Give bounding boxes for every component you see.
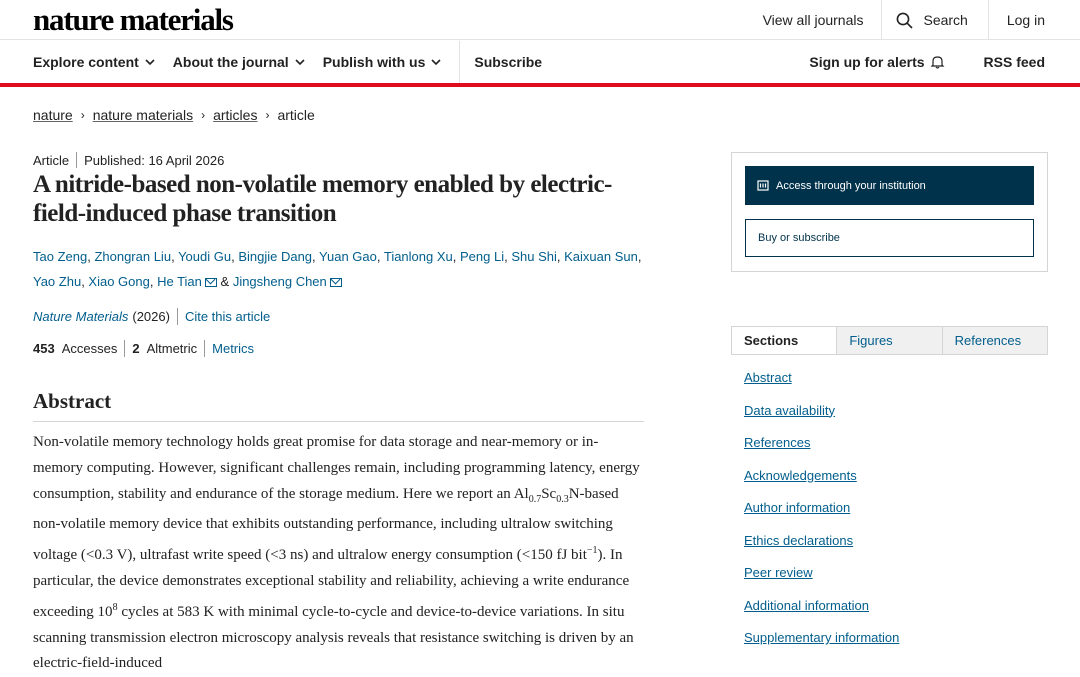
breadcrumb [33, 107, 315, 123]
search-button[interactable] [881, 0, 987, 40]
chevron-right-icon: › [201, 108, 206, 122]
list-item [744, 403, 899, 436]
mail-icon[interactable] [205, 278, 217, 287]
formula-element: Sc [541, 485, 557, 502]
abstract-heading: Abstract [33, 389, 112, 413]
nav-subscribe[interactable]: Subscribe [474, 54, 543, 70]
cite-article-link[interactable]: Cite this article [184, 309, 271, 324]
nav-about-label: About the journal [172, 54, 289, 70]
search-label: Search [923, 12, 968, 28]
accesses-label: Accesses [61, 341, 118, 356]
abstract-part: cycles at 583 K with minimal cycle-to-cycle and device-to-device variations. In situ scanning transmission electron microscopy analysis reveals that resistance switching is driven by an electric-field-induced [33, 603, 634, 672]
abstract-part: N-based non-volatile memory device that exhibits outstanding performance, including ultralow switching voltage (<0.3 V), ultrafast write speed (<3 ns) and ultralow energy consumption (<150 fJ bit [33, 485, 619, 564]
breadcrumb-current: article [277, 107, 315, 123]
top-links [745, 0, 1080, 40]
journal-link[interactable]: Nature Materials [33, 309, 129, 324]
author-link[interactable]: Yuan Gao [319, 249, 377, 264]
access-box [731, 152, 1048, 272]
author-link[interactable]: Jingsheng Chen [232, 274, 327, 289]
article-type: Article [33, 152, 70, 168]
top-bar [0, 0, 1080, 40]
institution-icon [757, 180, 769, 191]
section-link-supplementary-information[interactable]: Supplementary information [744, 630, 900, 645]
breadcrumb-articles[interactable]: articles [213, 107, 258, 123]
nav-divider [459, 41, 460, 83]
journal-logo[interactable]: nature materials [33, 2, 233, 37]
chevron-down-icon [295, 59, 305, 65]
chevron-down-icon [145, 59, 155, 65]
tab-references[interactable]: References [942, 327, 1047, 354]
divider [177, 308, 178, 325]
rss-feed-link[interactable]: RSS feed [983, 54, 1045, 70]
list-item [744, 565, 899, 598]
divider [124, 340, 125, 357]
author-link[interactable]: Tao Zeng [33, 249, 88, 264]
search-icon [896, 12, 913, 29]
altmetric-label: Altmetric [146, 341, 198, 356]
article-year: (2026) [132, 309, 170, 324]
chevron-right-icon: › [265, 108, 270, 122]
access-institution-label: Access through your institution [776, 179, 926, 192]
sidebar-tabs [731, 326, 1048, 355]
view-all-journals-link[interactable]: View all journals [762, 12, 864, 28]
author-list: Tao Zeng, Zhongran Liu, Youdi Gu, Bingjie Dang, Yuan Gao, Tianlong Xu, Peng Li, Shu Shi, Kaixuan Sun, Yao Zhu, Xiao Gong, He Tian & Jingsheng Chen [33, 249, 642, 289]
section-link-ethics[interactable]: Ethics declarations [744, 532, 854, 548]
altmetric-count: 2 [132, 341, 140, 356]
author-link[interactable]: Youdi Gu [178, 249, 232, 264]
abstract-part: Non-volatile memory technology holds great promise for data storage and near-memory or in-memory computing. However, significant challenges remain, including programming latency, energy consumption, stability and endurance of the storage medium. Here we report an [33, 434, 640, 502]
chevron-down-icon [431, 59, 441, 65]
login-link[interactable]: Log in [988, 0, 1080, 40]
buy-subscribe-button[interactable]: Buy or subscribe [745, 219, 1034, 257]
accesses-count: 453 [33, 341, 55, 356]
list-item [744, 500, 899, 533]
published-date: Published: 16 April 2026 [84, 152, 225, 168]
abstract-text [33, 430, 648, 677]
author-link[interactable]: Zhongran Liu [94, 249, 172, 264]
section-link-additional-information[interactable]: Additional information [744, 597, 870, 613]
superscript: −1 [586, 545, 598, 557]
superscript: 8 [112, 601, 118, 613]
mail-icon[interactable] [330, 278, 342, 287]
divider [76, 152, 77, 168]
list-item [744, 533, 899, 566]
author-link[interactable]: Kaixuan Sun [564, 249, 638, 264]
section-link-abstract[interactable]: Abstract [744, 370, 792, 385]
sign-up-alerts-link[interactable] [791, 54, 961, 70]
author-link[interactable]: Bingjie Dang [238, 249, 313, 264]
nav-about-journal[interactable] [173, 54, 305, 70]
article-meta [33, 152, 224, 168]
bell-icon [931, 55, 944, 69]
section-link-acknowledgements[interactable]: Acknowledgements [744, 467, 857, 483]
nav-explore-content[interactable] [33, 54, 155, 70]
nav-publish-label: Publish with us [322, 54, 426, 70]
alerts-label: Sign up for alerts [809, 54, 925, 70]
tab-figures[interactable]: Figures [836, 327, 941, 354]
formula-element: Al [513, 485, 529, 502]
metrics-line [33, 340, 254, 357]
abstract-divider [33, 421, 644, 422]
section-link-data-availability[interactable]: Data availability [744, 402, 836, 418]
author-link[interactable]: He Tian [157, 274, 202, 289]
nav-publish-with-us[interactable] [323, 54, 442, 70]
nav-explore-label: Explore content [33, 54, 139, 70]
author-link[interactable]: Shu Shi [511, 249, 557, 264]
journal-line [33, 308, 270, 325]
section-link-peer-review[interactable]: Peer review [744, 565, 813, 580]
list-item [744, 630, 899, 663]
list-item [744, 468, 899, 501]
main-nav [0, 41, 1080, 87]
abstract-part: ). In particular, the device demonstrates exceptional stability and reliability, achieving a write endurance exceeding 10 [33, 547, 630, 620]
access-institution-button[interactable] [745, 166, 1034, 205]
author-link[interactable]: Yao Zhu [33, 274, 82, 289]
formula-subscript: 0.3 [556, 493, 569, 505]
article-title: A nitride-based non-volatile memory enabled by electric-field-induced phase transition [33, 171, 612, 227]
divider [204, 340, 205, 357]
section-link-author-information[interactable]: Author information [744, 500, 851, 515]
author-link[interactable]: Peng Li [460, 249, 505, 264]
tab-sections[interactable]: Sections [732, 327, 836, 354]
metrics-link[interactable]: Metrics [212, 341, 255, 356]
list-item [744, 435, 899, 468]
breadcrumb-nature[interactable]: nature [33, 107, 73, 123]
author-link[interactable]: Tianlong Xu [383, 249, 453, 264]
author-link[interactable]: Xiao Gong [88, 274, 150, 289]
list-item [744, 598, 899, 631]
section-link-references[interactable]: References [744, 435, 811, 450]
section-list [744, 370, 899, 663]
chevron-right-icon: › [80, 108, 85, 122]
list-item [744, 370, 899, 403]
formula-subscript: 0.7 [528, 493, 542, 505]
breadcrumb-nature-materials[interactable]: nature materials [92, 107, 194, 123]
